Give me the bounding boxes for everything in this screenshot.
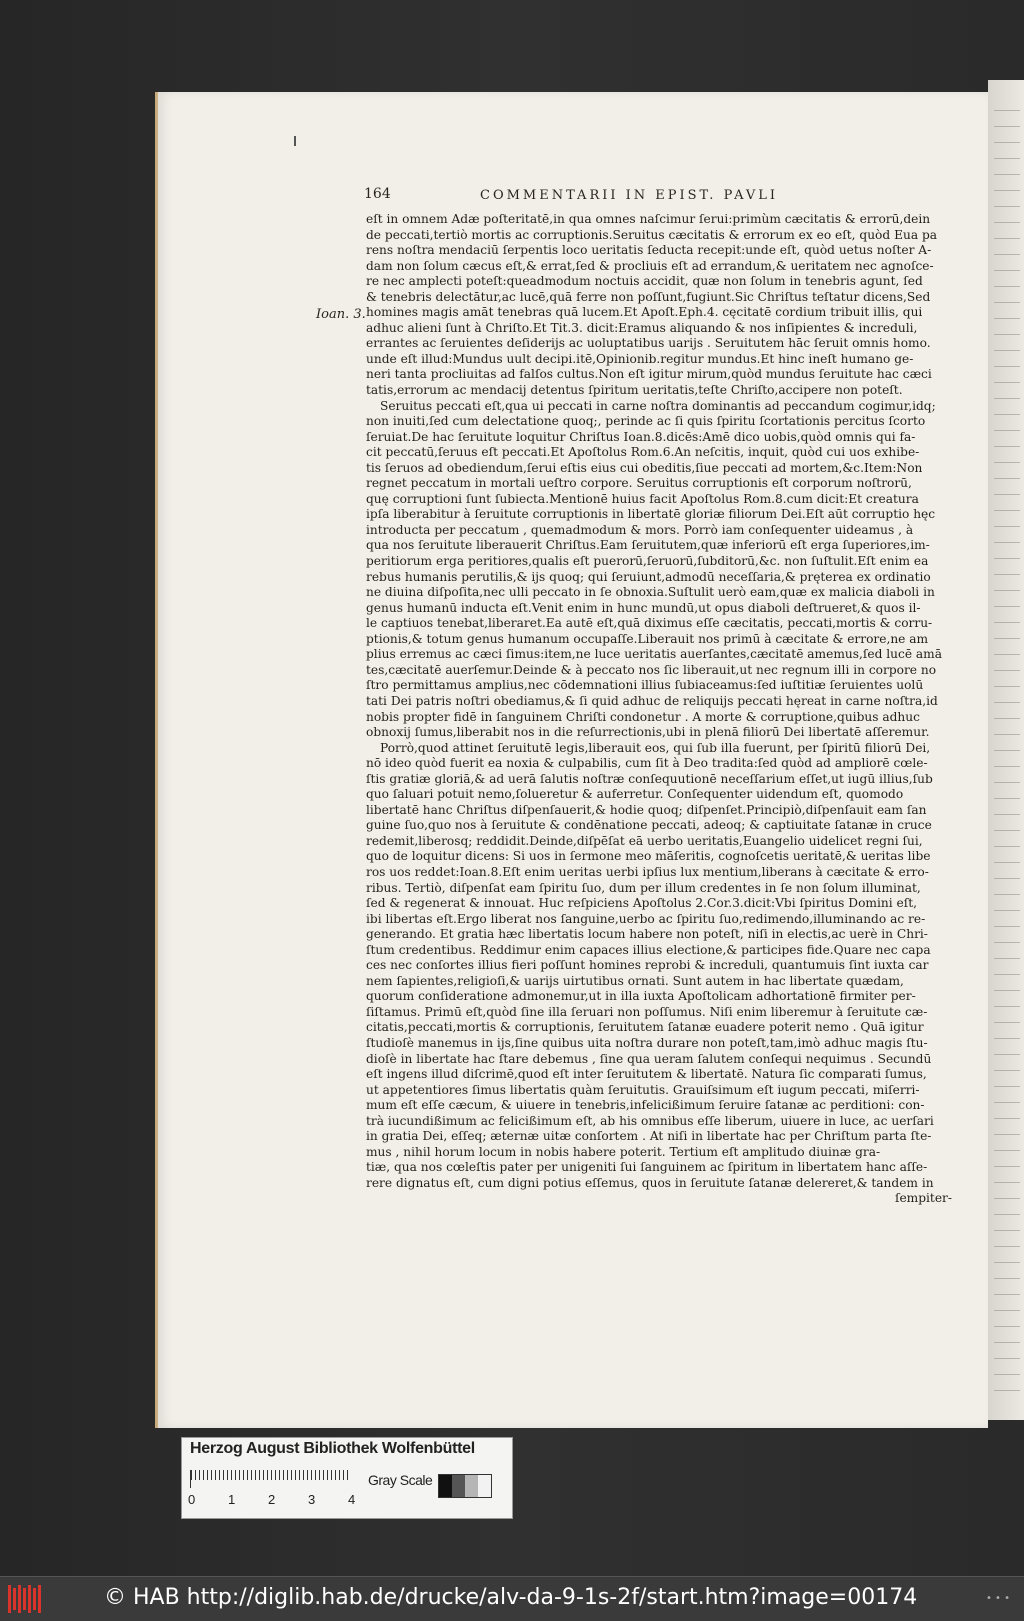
text-line: nobis propter fidē in ſanguinem Chriſti condonetur . A morte & corruptione,quibus adhuc — [366, 709, 920, 724]
edge-tick — [994, 334, 1020, 335]
footer-dots: • • • — [985, 1593, 1010, 1604]
edge-tick — [994, 1262, 1020, 1263]
edge-tick — [994, 990, 1020, 991]
edge-tick — [994, 878, 1020, 879]
text-line: cit peccatū,ſeruus eſt peccati.Et Apoſtolus Rom.6.An neſcitis, inquit, quòd cui uos exhibe- — [366, 445, 920, 460]
edge-tick — [994, 318, 1020, 319]
edge-tick — [994, 670, 1020, 671]
edge-tick — [994, 1326, 1020, 1327]
text-line: tiæ, qua nos cœleſtis pater per unigeniti ſui ſanguinem ac ſpiritum in libertatem hanc aſſe- — [366, 1160, 928, 1175]
hab-logo-icon — [8, 1585, 44, 1613]
edge-tick — [994, 766, 1020, 767]
edge-tick — [994, 126, 1020, 127]
text-line: mum eſt eſſe cæcum, & uiuere in tenebris,infelicißimum ſeruire ſatanæ ac perditioni: con- — [366, 1098, 925, 1113]
edge-tick — [994, 1294, 1020, 1295]
text-line: dioſè in libertate hac ſtare debemus , ſine qua ueram ſalutem conſequi nequimus . Secundū — [366, 1051, 932, 1066]
scale-ruler — [190, 1470, 351, 1488]
gray-scale-label: Gray Scale — [368, 1472, 433, 1488]
scale-number: 0 — [188, 1492, 196, 1507]
running-head — [364, 186, 954, 208]
edge-tick — [994, 574, 1020, 575]
edge-tick — [994, 382, 1020, 383]
edge-tick — [994, 190, 1020, 191]
text-line: quo de loquitur dicens: Si uos in ſermone meo māſeritis, cognoſcetis ueritatē,& ueritas libe — [366, 849, 931, 864]
edge-tick — [994, 1374, 1020, 1375]
gray-swatch — [465, 1475, 478, 1497]
page-number: 164 — [364, 186, 391, 202]
text-line: homines magis amāt tenebras quā lucem.Et Apoſt.Eph.4. cęcitatē cordium tribuit illis, qui — [366, 305, 923, 320]
text-line: non inuiti,ſed cum delectatione quoq;, perinde ac ſi quis ſpiritu ſcortationis percitus ſcorto — [366, 414, 926, 429]
text-line: tatis,errorum ac mendacij detentus ſpiritum ueritatis,teſte Chriſto,accipere non poteſt. — [366, 383, 903, 398]
edge-tick — [994, 1390, 1020, 1391]
text-line: ſed & regenerat & innouat. Huc reſpiciens Apoſtolus 2.Cor.3.dicit:Vbi ſpiritus Domini eſt, — [366, 896, 917, 911]
text-line: ſeruiat.De hac ſeruitute loquitur Chriſtus Ioan.8.dicēs:Amē dico uobis,quòd omnis qui fa- — [366, 429, 916, 444]
text-line: introducta per peccatum , quemadmodum & mors. Porrò iam conſequenter uideamus , à — [366, 522, 914, 537]
edge-tick — [994, 558, 1020, 559]
facing-page-edge — [988, 80, 1024, 1420]
edge-tick — [994, 526, 1020, 527]
margin-note: Ioan. 3. — [316, 307, 366, 322]
edge-tick — [994, 1342, 1020, 1343]
text-line: ros uos reddet:Ioan.8.Eſt enim ueritas uerbi ipſius lux mentium,liberans à cæcitate & erro- — [366, 864, 929, 879]
logo-bar — [33, 1588, 36, 1610]
edge-tick — [994, 350, 1020, 351]
edge-tick — [994, 782, 1020, 783]
text-line: ne diuina diſpoſita,nec ulli peccato in ſe obnoxia.Suſtulit uerò eam,quæ ex malicia diaboli in — [366, 585, 935, 600]
edge-tick — [994, 1038, 1020, 1039]
edge-tick — [994, 478, 1020, 479]
edge-tick — [994, 1182, 1020, 1183]
text-line: ſempiter- — [894, 1191, 952, 1206]
edge-tick — [994, 462, 1020, 463]
edge-tick — [994, 542, 1020, 543]
edge-tick — [994, 1230, 1020, 1231]
text-line: adhuc alieni ſunt à Chriſto.Et Tit.3. dicit:Eramus aliquando & nos inſipientes & increduli, — [366, 320, 918, 335]
text-line: obnoxij ſumus,liberabit nos in die reſurrectionis,ubi in plenā filiorū Dei libertatē aſſeremur. — [366, 725, 930, 740]
text-line: nō ideo quòd fuerit ea noxia & culpabilis, cum ſit à Deo tradita:ſed quòd ad ampliorē cœle- — [366, 756, 928, 771]
edge-tick — [994, 494, 1020, 495]
text-line: quo ſaluari potuit nemo,ſolueretur & auferretur. Conſequenter uidendum eſt, quomodo — [366, 787, 904, 802]
edge-tick — [994, 958, 1020, 959]
text-line: rebus humanis perutilis,& ijs quoq; qui ſeruiunt,admodū neceſſaria,& pręterea ex ordinatio — [366, 569, 931, 584]
text-line: Porrò,quod attinet ſeruitutē legis,liberauit eos, qui ſub illa fuerunt, per ſpiritū filiorū Dei, — [380, 740, 931, 755]
edge-tick — [994, 718, 1020, 719]
edge-tick — [994, 510, 1020, 511]
footer-url-text[interactable]: © HAB http://diglib.hab.de/drucke/alv-da-9-1s-2f/start.htm?image=00174 — [104, 1585, 918, 1610]
edge-tick — [994, 110, 1020, 111]
text-line: rens noſtra mendaciū ſerpentis loco ueritatis ſeducta recepit:unde eſt, quòd uetus noſter A- — [366, 243, 932, 258]
edge-tick — [994, 814, 1020, 815]
edge-tick — [994, 414, 1020, 415]
text-line: tati Dei patris noſtri obediamus,& ſi quid adhuc de reliquijs peccati hęreat in carne noſtra,id — [366, 693, 938, 708]
edge-tick — [994, 158, 1020, 159]
text-line: peritiorum erga peritiores,qualis eſt puerorū,ſeruorū,ſubditorū,&c. non ſuſtulit.Eſt enim ea — [366, 554, 929, 569]
edge-tick — [994, 798, 1020, 799]
edge-tick — [994, 734, 1020, 735]
edge-tick — [994, 222, 1020, 223]
text-line: ipſa liberabitur à ſeruitute corruptionis in libertatē gloriæ filiorum Dei.Eſt aūt corruptio hęc — [366, 507, 936, 522]
edge-tick — [994, 430, 1020, 431]
edge-tick — [994, 910, 1020, 911]
footer-bar — [0, 1576, 1024, 1621]
text-line: ptionis,& totum genus humanum occupaſſe.Liberauit nos primū à cæcitate & errore,ne am — [366, 631, 929, 646]
color-checker-card — [181, 1437, 513, 1519]
edge-tick — [994, 1278, 1020, 1279]
edge-tick — [994, 1358, 1020, 1359]
text-line: ribus. Tertiò, diſpenſat eam ſpiritu ſuo, dum per illum credentes in ſe non ſolum illuminat, — [366, 880, 921, 895]
edge-tick — [994, 366, 1020, 367]
gray-swatch — [478, 1475, 491, 1497]
text-line: tes,cæcitatē auerſemur.Deinde & à peccato nos ſic liberauit,ut nec regnum illi in corpore no — [366, 662, 937, 677]
text-line: ut appetentiores ſimus libertatis quàm ſeruitutis. Grauiſsimum eſt iugum peccati, miſerri- — [366, 1082, 920, 1097]
edge-tick — [994, 974, 1020, 975]
text-line: trà iucundißimum ac felicißimum eſt, ab his omnibus eſſe liberum, uiuere in luce, ac uerſari — [366, 1113, 934, 1128]
edge-tick — [994, 894, 1020, 895]
text-line: ſtro permittamus amplius,nec cōdemnationi illius ſubiaceamus:ſed iuſtitiæ ſeruientes uolū — [366, 678, 924, 693]
edge-tick — [994, 654, 1020, 655]
edge-tick — [994, 270, 1020, 271]
text-line: plius erremus ac cæci ſimus:item,ne luce ueritatis auerſantes,cæcitatē amemus,ſed lucē amā — [366, 647, 943, 662]
text-line: ſiſtamus. Primū eſt,quòd ſine illa ſeruari non poſſumus. Niſi enim liberemur à ſeruitute cæ- — [366, 1004, 928, 1019]
edge-tick — [994, 1022, 1020, 1023]
text-line: ces nec conſortes illius fieri poſſunt homines reprobi & increduli, quantumuis ſint iuxta car — [366, 958, 929, 973]
edge-tick — [994, 1198, 1020, 1199]
edge-tick — [994, 446, 1020, 447]
edge-tick — [994, 862, 1020, 863]
edge-tick — [994, 1102, 1020, 1103]
text-line: mus , nihil horum locum in nobis habere poterit. Tertium eſt amplitudo diuinæ gra- — [366, 1144, 881, 1159]
edge-tick — [994, 398, 1020, 399]
text-line: qua nos ſeruitute liberauerit Chriſtus.Eam ſeruitutem,quæ inferiorū eſt erga ſuperiores,im- — [366, 538, 930, 553]
edge-tick — [994, 286, 1020, 287]
text-line: dam non ſolum cæcus eſt,& errat,ſed & procliuis eſt ad errandum,& ueritatem nec agnoſce- — [366, 258, 934, 273]
scale-number: 1 — [228, 1492, 236, 1507]
text-line: eſt ingens illud diſcrimē,quod eſt inter ſeruitutem & libertatē. Natura ſic comparati ſumus, — [366, 1067, 927, 1082]
text-line: de peccati,tertiò mortis ac corruptionis.Seruitus cæcitatis & errorum ex eo eſt, quòd Eua pa — [366, 227, 938, 242]
text-line: neri tanta procliuitas ad falſos cultus.Non eſt igitur mirum,quòd mundus ſeruitute hac cæci — [366, 367, 932, 382]
edge-tick — [994, 942, 1020, 943]
edge-tick — [994, 622, 1020, 623]
gray-scale-swatches — [438, 1474, 492, 1498]
page-mark — [294, 136, 296, 146]
edge-tick — [994, 1166, 1020, 1167]
text-line: genus humanū inducta eſt.Venit enim in hunc mundū,ut opus diaboli deſtrueret,& quos il- — [366, 600, 921, 615]
gray-swatch — [452, 1475, 465, 1497]
text-line: generando. Et gratia hæc libertatis locum habere non poteſt, niſi in electis,ac uerè in Chri- — [366, 927, 928, 942]
edge-tick — [994, 174, 1020, 175]
text-line: re nec amplecti poteſt:queadmodum noctuis accidit, quæ non ſolum in tenebris agunt, ſed — [366, 274, 923, 289]
edge-tick — [994, 1150, 1020, 1151]
text-line: nem ſapientes,religioſi,& uarijs uirtutibus ornati. Sunt autem in hac libertate quædam, — [366, 973, 904, 988]
text-line: guine ſuo,quo nos à ſeruitute & condēnatione peccati, adeoq; & captiuitate ſatanæ in cruce — [366, 818, 932, 833]
scale-number: 2 — [268, 1492, 276, 1507]
edge-tick — [994, 1310, 1020, 1311]
edge-tick — [994, 846, 1020, 847]
logo-bar — [23, 1588, 26, 1610]
edge-tick — [994, 590, 1020, 591]
edge-tick — [994, 926, 1020, 927]
edge-tick — [994, 238, 1020, 239]
text-line: in gratia Dei, eſſeq; æternæ uitæ conſortem . At niſi in libertate hac per Chriſtum parta ſte- — [366, 1129, 932, 1144]
logo-bar — [28, 1585, 31, 1613]
logo-bar — [18, 1585, 21, 1613]
text-line: unde eſt illud:Mundus uult decipi.itē,Opinionib.regitur mundus.Et hinc ineſt humano ge- — [366, 351, 914, 366]
edge-tick — [994, 1134, 1020, 1135]
logo-bar — [13, 1588, 16, 1610]
edge-tick — [994, 206, 1020, 207]
text-line: errantes ac ſeruientes deſiderijs ac uoluptatibus uarijs . Seruitutem hāc ſeruit omnis homo. — [366, 336, 931, 351]
edge-tick — [994, 1006, 1020, 1007]
edge-tick — [994, 1118, 1020, 1119]
text-line: tis ſeruos ad obediendum,ſerui eſtis eius cui obeditis,ſiue peccati ad mortem,&c.Item:Non — [366, 460, 923, 475]
running-head-title: COMMENTARII IN EPIST. PAVLI — [480, 188, 779, 203]
logo-bar — [8, 1585, 11, 1613]
text-line: quę corruptioni ſunt ſubiecta.Mentionē huius facit Apoſtolus Rom.8.cum dicit:Et creatura — [366, 491, 919, 506]
edge-tick — [994, 302, 1020, 303]
text-line: citatis,peccati,mortis & corruptionis, ſeruitutem ſatanæ euadere poterit nemo . Quā igitur — [366, 1020, 924, 1035]
text-line: ſtis gratiæ gloriā,& ad uerā ſalutis noſtræ conſequutionē neceſſarium eſſet,ut iugū illius,ſub — [366, 771, 933, 786]
scale-number: 3 — [308, 1492, 316, 1507]
scale-number: 4 — [348, 1492, 356, 1507]
text-line: ibi libertas eſt.Ergo liberat nos ſanguine,uerbo ac ſpiritu ſuo,redimendo,illuminando ac re- — [366, 911, 926, 926]
edge-tick — [994, 686, 1020, 687]
edge-tick — [994, 606, 1020, 607]
edge-tick — [994, 254, 1020, 255]
text-line: rere dignatus eſt, cum digni potius eſſemus, quos in ſeruitute ſatanæ delereret,& tandem in — [366, 1175, 934, 1190]
text-line: Seruitus peccati eſt,qua ui peccati in carne noſtra dominantis ad peccandum cogimur,idq; — [380, 398, 936, 413]
text-line: ſtudioſè manemus in ijs,ſine quibus uita noſtra durare non poteſt,tam,imò adhuc magis ſtu- — [366, 1035, 928, 1050]
edge-tick — [994, 638, 1020, 639]
edge-tick — [994, 1246, 1020, 1247]
edge-tick — [994, 1086, 1020, 1087]
edge-tick — [994, 750, 1020, 751]
logo-bar — [38, 1585, 41, 1613]
text-line: & tenebris delectātur,ac lucē,quā ferre non poſſunt,fugiunt.Sic Chriſtus teſtatur dicens,Sed — [366, 289, 931, 304]
text-line: ſtum credentibus. Reddimur enim capaces illius electione,& participes fide.Quare nec capa — [366, 942, 931, 957]
text-line: libertatē hanc Chriſtus diſpenſauerit,& hodie quoq; diſpenſet.Principiò,diſpenſauit eam ſan — [366, 802, 927, 817]
text-line: eſt in omnem Adæ poſteritatē,in qua omnes naſcimur ſerui:primùm cæcitatis & errorū,dein — [366, 212, 931, 226]
body-text — [366, 212, 952, 1207]
library-name: Herzog August Bibliothek Wolfenbüttel — [190, 1440, 475, 1457]
scale-numbers — [188, 1492, 358, 1510]
edge-tick — [994, 1070, 1020, 1071]
edge-tick — [994, 1214, 1020, 1215]
text-line: quorum conſideratione admonemur,ut in illa iuxta Apoſtolicam adhortationē firmiter per- — [366, 989, 916, 1004]
edge-tick — [994, 830, 1020, 831]
edge-tick — [994, 142, 1020, 143]
edge-tick — [994, 702, 1020, 703]
text-line: le captiuos tenebat,liberaret.Ea autē eſt,quā diximus eſſe cæcitatis, peccati,mortis & corru- — [366, 616, 933, 631]
gray-swatch — [439, 1475, 452, 1497]
edge-tick — [994, 1054, 1020, 1055]
text-line: redemit,liberosq; reddidit.Deinde,diſpēſat eā uerbo ueritatis,Euangelio uidelicet regni ſui, — [366, 833, 923, 848]
text-line: regnet peccatum in mortali ueſtro corpore. Seruitus corruptionis eſt corporum noſtrorū, — [366, 476, 912, 491]
